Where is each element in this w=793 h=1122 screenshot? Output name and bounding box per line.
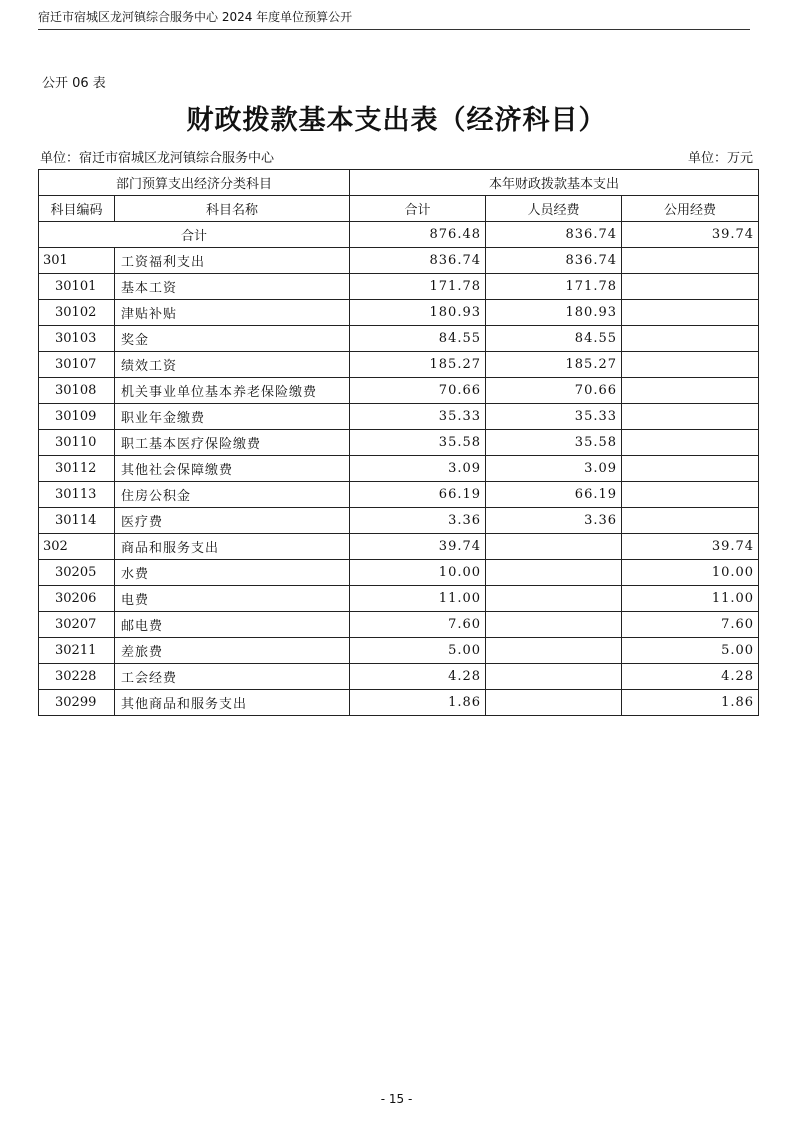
row-public <box>622 300 759 326</box>
row-public <box>622 508 759 534</box>
row-code: 30228 <box>39 664 115 690</box>
row-total: 4.28 <box>350 664 486 690</box>
row-name: 其他商品和服务支出 <box>115 690 350 716</box>
row-name: 商品和服务支出 <box>115 534 350 560</box>
row-public: 1.86 <box>622 690 759 716</box>
row-code: 30205 <box>39 560 115 586</box>
row-total: 5.00 <box>350 638 486 664</box>
table-row <box>39 430 759 456</box>
row-name: 住房公积金 <box>115 482 350 508</box>
row-total: 84.55 <box>350 326 486 352</box>
row-public <box>622 352 759 378</box>
header-rule <box>38 29 750 30</box>
table-row <box>39 560 759 586</box>
table-row <box>39 300 759 326</box>
table-row <box>39 690 759 716</box>
row-total: 10.00 <box>350 560 486 586</box>
table-row <box>39 352 759 378</box>
row-personnel: 35.33 <box>486 404 622 430</box>
col-header-public: 公用经费 <box>622 196 759 222</box>
table-row <box>39 586 759 612</box>
row-personnel: 180.93 <box>486 300 622 326</box>
total-label: 合计 <box>39 222 350 248</box>
page-title: 财政拨款基本支出表（经济科目） <box>186 105 607 136</box>
row-name: 职工基本医疗保险缴费 <box>115 430 350 456</box>
table-row <box>39 638 759 664</box>
row-public: 5.00 <box>622 638 759 664</box>
table-row <box>39 378 759 404</box>
table-row <box>39 508 759 534</box>
row-name: 电费 <box>115 586 350 612</box>
row-code: 302 <box>39 534 115 560</box>
row-name: 邮电费 <box>115 612 350 638</box>
row-personnel <box>486 690 622 716</box>
table-row <box>39 664 759 690</box>
row-name: 奖金 <box>115 326 350 352</box>
row-total: 39.74 <box>350 534 486 560</box>
table-row <box>39 326 759 352</box>
budget-table <box>38 169 759 716</box>
unit-currency: 单位：万元 <box>687 151 753 166</box>
row-public: 39.74 <box>622 534 759 560</box>
row-name: 医疗费 <box>115 508 350 534</box>
row-code: 30109 <box>39 404 115 430</box>
page-number: - 15 - <box>380 1092 413 1106</box>
row-public <box>622 274 759 300</box>
row-code: 30211 <box>39 638 115 664</box>
row-public <box>622 456 759 482</box>
row-code: 30206 <box>39 586 115 612</box>
col-header-code: 科目编码 <box>39 196 115 222</box>
row-code: 30102 <box>39 300 115 326</box>
row-name: 工资福利支出 <box>115 248 350 274</box>
row-code: 30114 <box>39 508 115 534</box>
row-personnel <box>486 612 622 638</box>
table-row <box>39 456 759 482</box>
row-code: 30299 <box>39 690 115 716</box>
row-personnel <box>486 586 622 612</box>
row-public: 7.60 <box>622 612 759 638</box>
row-code: 301 <box>39 248 115 274</box>
row-total: 185.27 <box>350 352 486 378</box>
total-personnel: 836.74 <box>486 222 622 248</box>
row-code: 30113 <box>39 482 115 508</box>
row-personnel: 185.27 <box>486 352 622 378</box>
table-row <box>39 404 759 430</box>
row-personnel: 84.55 <box>486 326 622 352</box>
row-public: 11.00 <box>622 586 759 612</box>
row-code: 30108 <box>39 378 115 404</box>
table-row <box>39 248 759 274</box>
row-total: 3.09 <box>350 456 486 482</box>
document-header: 宿迁市宿城区龙河镇综合服务中心 2024 年度单位预算公开 <box>38 10 353 24</box>
row-name: 水费 <box>115 560 350 586</box>
row-code: 30110 <box>39 430 115 456</box>
row-code: 30112 <box>39 456 115 482</box>
unit-name: 单位：宿迁市宿城区龙河镇综合服务中心 <box>40 151 275 166</box>
table-row <box>39 612 759 638</box>
row-code: 30107 <box>39 352 115 378</box>
row-personnel: 3.36 <box>486 508 622 534</box>
header-row-columns <box>39 196 759 222</box>
row-name: 差旅费 <box>115 638 350 664</box>
row-public <box>622 248 759 274</box>
row-name: 其他社会保障缴费 <box>115 456 350 482</box>
total-row <box>39 222 759 248</box>
row-total: 1.86 <box>350 690 486 716</box>
row-total: 3.36 <box>350 508 486 534</box>
row-public: 10.00 <box>622 560 759 586</box>
row-name: 基本工资 <box>115 274 350 300</box>
total-total: 876.48 <box>350 222 486 248</box>
col-header-personnel: 人员经费 <box>486 196 622 222</box>
row-personnel: 66.19 <box>486 482 622 508</box>
row-code: 30207 <box>39 612 115 638</box>
col-group-basic-expenditure: 本年财政拨款基本支出 <box>350 170 759 196</box>
row-name: 职业年金缴费 <box>115 404 350 430</box>
row-name: 工会经费 <box>115 664 350 690</box>
table-row <box>39 482 759 508</box>
total-public: 39.74 <box>622 222 759 248</box>
table-row <box>39 274 759 300</box>
row-total: 35.33 <box>350 404 486 430</box>
col-header-name: 科目名称 <box>115 196 350 222</box>
row-total: 35.58 <box>350 430 486 456</box>
row-personnel: 836.74 <box>486 248 622 274</box>
row-code: 30103 <box>39 326 115 352</box>
row-name: 津贴补贴 <box>115 300 350 326</box>
row-public <box>622 404 759 430</box>
row-total: 171.78 <box>350 274 486 300</box>
row-total: 70.66 <box>350 378 486 404</box>
row-public: 4.28 <box>622 664 759 690</box>
row-total: 836.74 <box>350 248 486 274</box>
row-public <box>622 326 759 352</box>
row-public <box>622 430 759 456</box>
header-row-group <box>39 170 759 196</box>
col-group-classification: 部门预算支出经济分类科目 <box>39 170 350 196</box>
row-personnel <box>486 638 622 664</box>
col-header-total: 合计 <box>350 196 486 222</box>
row-public <box>622 482 759 508</box>
row-personnel <box>486 664 622 690</box>
row-personnel: 171.78 <box>486 274 622 300</box>
row-personnel <box>486 534 622 560</box>
table-number: 公开 06 表 <box>42 76 106 91</box>
row-total: 66.19 <box>350 482 486 508</box>
row-total: 11.00 <box>350 586 486 612</box>
row-personnel: 3.09 <box>486 456 622 482</box>
row-personnel: 35.58 <box>486 430 622 456</box>
table-row <box>39 534 759 560</box>
row-total: 7.60 <box>350 612 486 638</box>
row-personnel: 70.66 <box>486 378 622 404</box>
row-public <box>622 378 759 404</box>
row-name: 机关事业单位基本养老保险缴费 <box>115 378 350 404</box>
row-personnel <box>486 560 622 586</box>
row-name: 绩效工资 <box>115 352 350 378</box>
row-total: 180.93 <box>350 300 486 326</box>
row-code: 30101 <box>39 274 115 300</box>
